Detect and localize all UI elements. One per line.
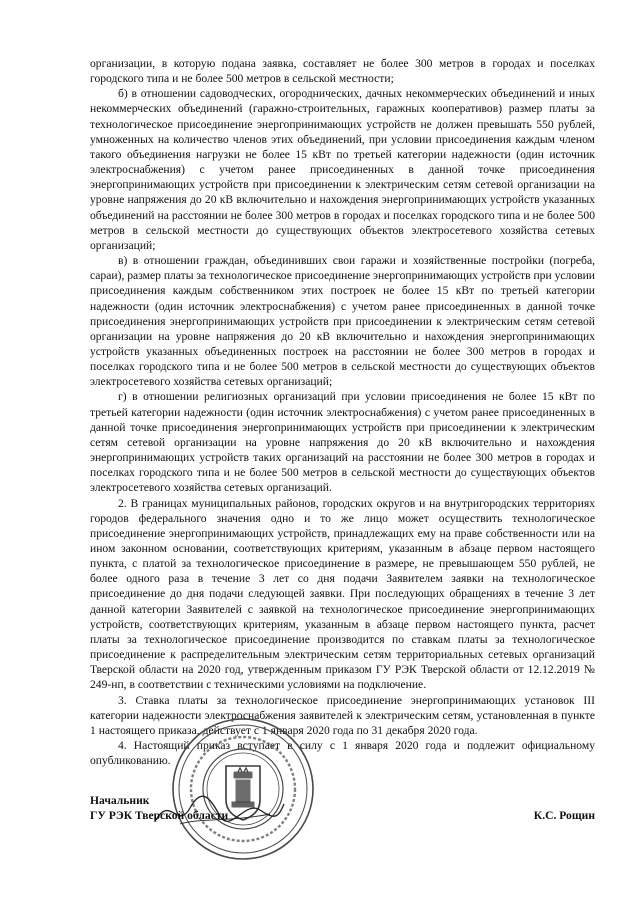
document-body <box>90 56 595 768</box>
paragraph-3: 3. Ставка платы за технологическое присоединение энергопринимающих установок III категории надежности электроснабжения заявителей к электрическим сетям, установленная в пункте 1 настоящего приказа, действует с 1 января 2020 года по 31 декабря 2020 года. <box>90 693 595 737</box>
signatory-title: Начальник <box>90 794 150 807</box>
paragraph-4: 4. Настоящий приказ вступает в силу с 1 января 2020 года и подлежит официальному опубликованию. <box>90 739 595 768</box>
paragraph-g: г) в отношении религиозных организаций при условии присоединения не более 15 кВт по третьей категории надежности (один источник электроснабжения) с учетом ранее присоединенных в данной точке присоединения энергопринимающих устройств при присоединении к электрическим сетям сетевой организации на уровне напряжения до 20 кВ включительно и нахождения энергопринимающих устройств таких организаций на расстоянии не более 300 метров в городах и поселках городского типа и не более 500 метров в сельской местности до существующих объектов электросетевого хозяйства сетевых организаций. <box>90 390 595 495</box>
signatory-name: К.С. Рощин <box>533 809 595 822</box>
official-seal-icon <box>168 714 318 864</box>
paragraph-2: 2. В границах муниципальных районов, городских округов и на внутригородских территориях городов федерального значения одно и то же лицо может осуществить технологическое присоединение энергопринимающих устройств, принадлежащих ему на праве собственности или на ином законном основании, соответствующих критериям, указанным в абзаце первом настоящего пункта, с платой за технологическое присоединение в размере, не превышающем 550 рублей, не более одного раза в течение 3 лет со дня подачи Заявителем заявки на технологическое присоединение до дня подачи следующей заявки. При последующих обращениях в течение 3 лет данной категории Заявителей с заявкой на технологическое присоединение энергопринимающих устройств, соответствующих критериям, указанным в абзаце первом настоящего пункта, расчет платы за технологическое присоединение производится по ставкам платы за технологическое присоединение к распределительным электрическим сетям территориальных сетевых организаций Тверской области на 2020 год, утвержденным приказом ГУ РЭК Тверской области от 12.12.2019 № 249-нп, в соответствии с техническими условиями на подключение. <box>90 496 595 692</box>
paragraph-v: в) в отношении граждан, объединивших свои гаражи и хозяйственные постройки (погреба, сараи), размер платы за технологическое присоединение энергопринимающих устройств при условии присоединения каждым собственником этих построек не более 15 кВт по третьей категории надежности (один источник электроснабжения) с учетом ранее присоединенных в данной точке присоединения энергопринимающих устройств при присоединении к электрическим сетям сетевой организации на уровне напряжения до 20 кВ включительно и нахождения энергопринимающих устройств указанных объединенных построек на расстоянии не более 300 метров в городах и поселках городского типа и не более 500 метров в сельской местности до существующих объектов электросетевого хозяйства сетевых организаций; <box>90 254 595 389</box>
paragraph-continuation: организации, в которую подана заявка, составляет не более 300 метров в городах и поселках городского типа и не более 500 метров в сельской местности; <box>90 57 595 86</box>
signatory-organization: ГУ РЭК Тверской области <box>90 809 229 822</box>
paragraph-b: б) в отношении садоводческих, огороднических, дачных некоммерческих объединений и иных некоммерческих объединений (гаражно-строительных, гаражных кооперативов) размер платы за технологическое присоединение энергопринимающих устройств не должен превышать 550 рублей, умноженных на количество членов этих объединений, при условии присоединения каждым членом такого объединения нагрузки не более 15 кВт по третьей категории надежности (один источник электроснабжения) с учетом ранее присоединенных в данной точке присоединения энергопринимающих устройств при присоединении к электрическим сетям сетевой организации на уровне напряжения до 20 кВ включительно и нахождения энергопринимающих устройств указанных объединений на расстоянии не более 300 метров в городах и поселках городского типа и не более 500 метров в сельской местности до существующих объектов электросетевого хозяйства сетевых организаций; <box>90 87 595 252</box>
